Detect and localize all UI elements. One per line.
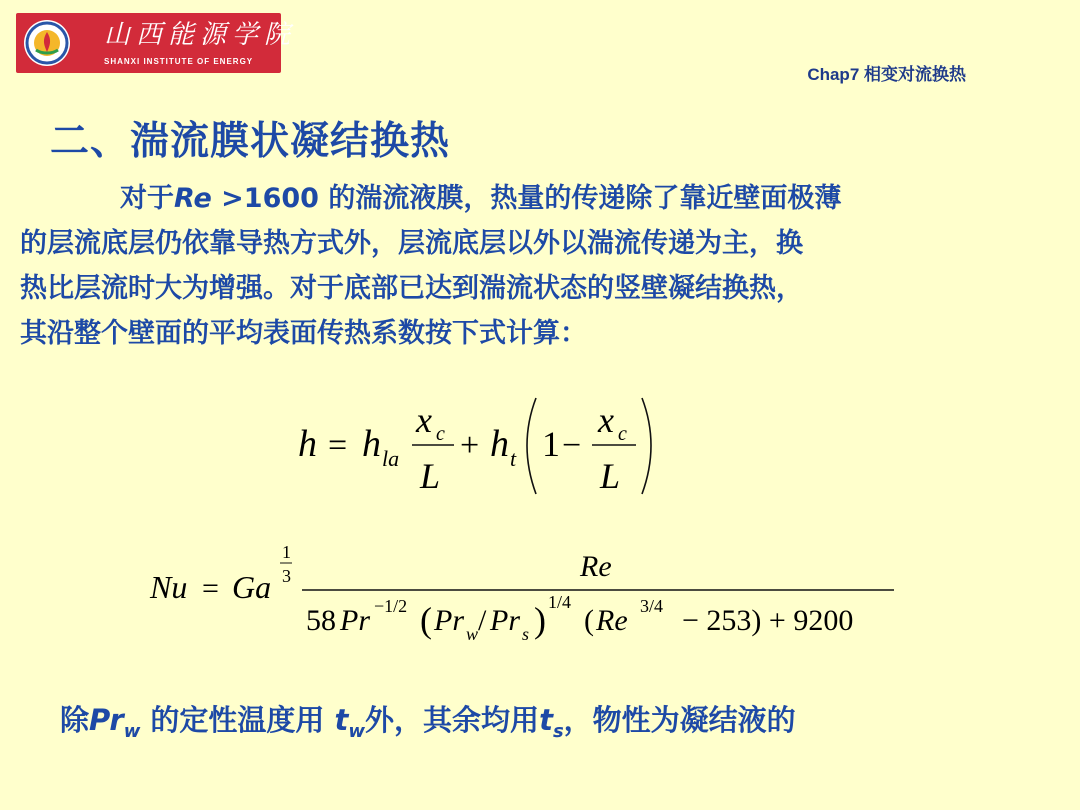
svg-text:c: c: [618, 423, 627, 445]
svg-text:3: 3: [282, 566, 291, 586]
svg-text:Re: Re: [596, 604, 628, 637]
chapter-label: Chap7 相变对流换热: [807, 65, 966, 84]
svg-text:Re: Re: [580, 550, 612, 583]
svg-text:Nu: Nu: [150, 569, 188, 605]
svg-text:x: x: [598, 400, 614, 440]
paragraph-line: 对于Re >1600 的湍流液膜，热量的传递除了靠近壁面极薄: [120, 183, 842, 214]
svg-text:1: 1: [282, 542, 291, 562]
svg-text:h: h: [362, 423, 381, 465]
re-symbol: Re: [174, 183, 212, 214]
svg-text:t: t: [510, 446, 517, 471]
svg-text:(: (: [420, 600, 432, 640]
svg-text:58: 58: [306, 604, 336, 637]
university-logo: [16, 13, 297, 73]
logo-name-cn: 山西能源学院: [104, 20, 297, 50]
svg-text:h: h: [298, 423, 317, 465]
svg-text:=: =: [202, 572, 219, 605]
university-seal-icon: [22, 18, 72, 68]
svg-text:(: (: [584, 604, 594, 637]
svg-text:Pr: Pr: [434, 604, 464, 637]
svg-text:L: L: [600, 456, 621, 496]
closing-note: 除$Pr_w$ 的定性温度用 $t_w$外，其余均用$t_s$，物性为凝结液的: [60, 703, 796, 742]
svg-text:h: h: [490, 423, 509, 465]
svg-text:1/4: 1/4: [548, 592, 572, 612]
svg-text:=: =: [328, 427, 348, 464]
svg-text:Ga: Ga: [232, 569, 272, 605]
svg-text:+: +: [460, 427, 480, 464]
svg-text:−: −: [562, 427, 582, 464]
svg-text:w: w: [466, 624, 479, 644]
svg-text:−1/2: −1/2: [374, 596, 408, 616]
svg-text:c: c: [436, 423, 445, 445]
logo-name-en: SHANXI INSTITUTE OF ENERGY: [104, 57, 254, 66]
svg-text:1: 1: [542, 424, 560, 464]
paragraph-line: 的层流底层仍依靠导热方式外，层流底层以外以湍流传递为主，换: [20, 228, 803, 259]
svg-text:3/4: 3/4: [640, 596, 664, 616]
formula-heat-transfer-coefficient: [296, 390, 666, 500]
paragraph-line: 热比层流时大为增强。对于底部已达到湍流状态的竖壁凝结换热，: [20, 273, 803, 304]
svg-text:Pr: Pr: [340, 604, 370, 637]
intro-paragraph: [20, 176, 1065, 356]
svg-text:/: /: [478, 604, 487, 637]
svg-text:Pr: Pr: [490, 604, 520, 637]
paragraph-line: 其沿整个壁面的平均表面传热系数按下式计算：: [20, 318, 587, 349]
svg-text:la: la: [382, 446, 400, 471]
svg-text:s: s: [522, 624, 530, 644]
svg-text:− 253) + 9200: − 253) + 9200: [682, 604, 854, 637]
formula-nusselt-number: [148, 540, 908, 650]
svg-text:L: L: [420, 456, 441, 496]
svg-text:): ): [534, 600, 546, 640]
section-heading: 二、湍流膜状凝结换热: [50, 119, 451, 164]
svg-text:x: x: [416, 400, 432, 440]
